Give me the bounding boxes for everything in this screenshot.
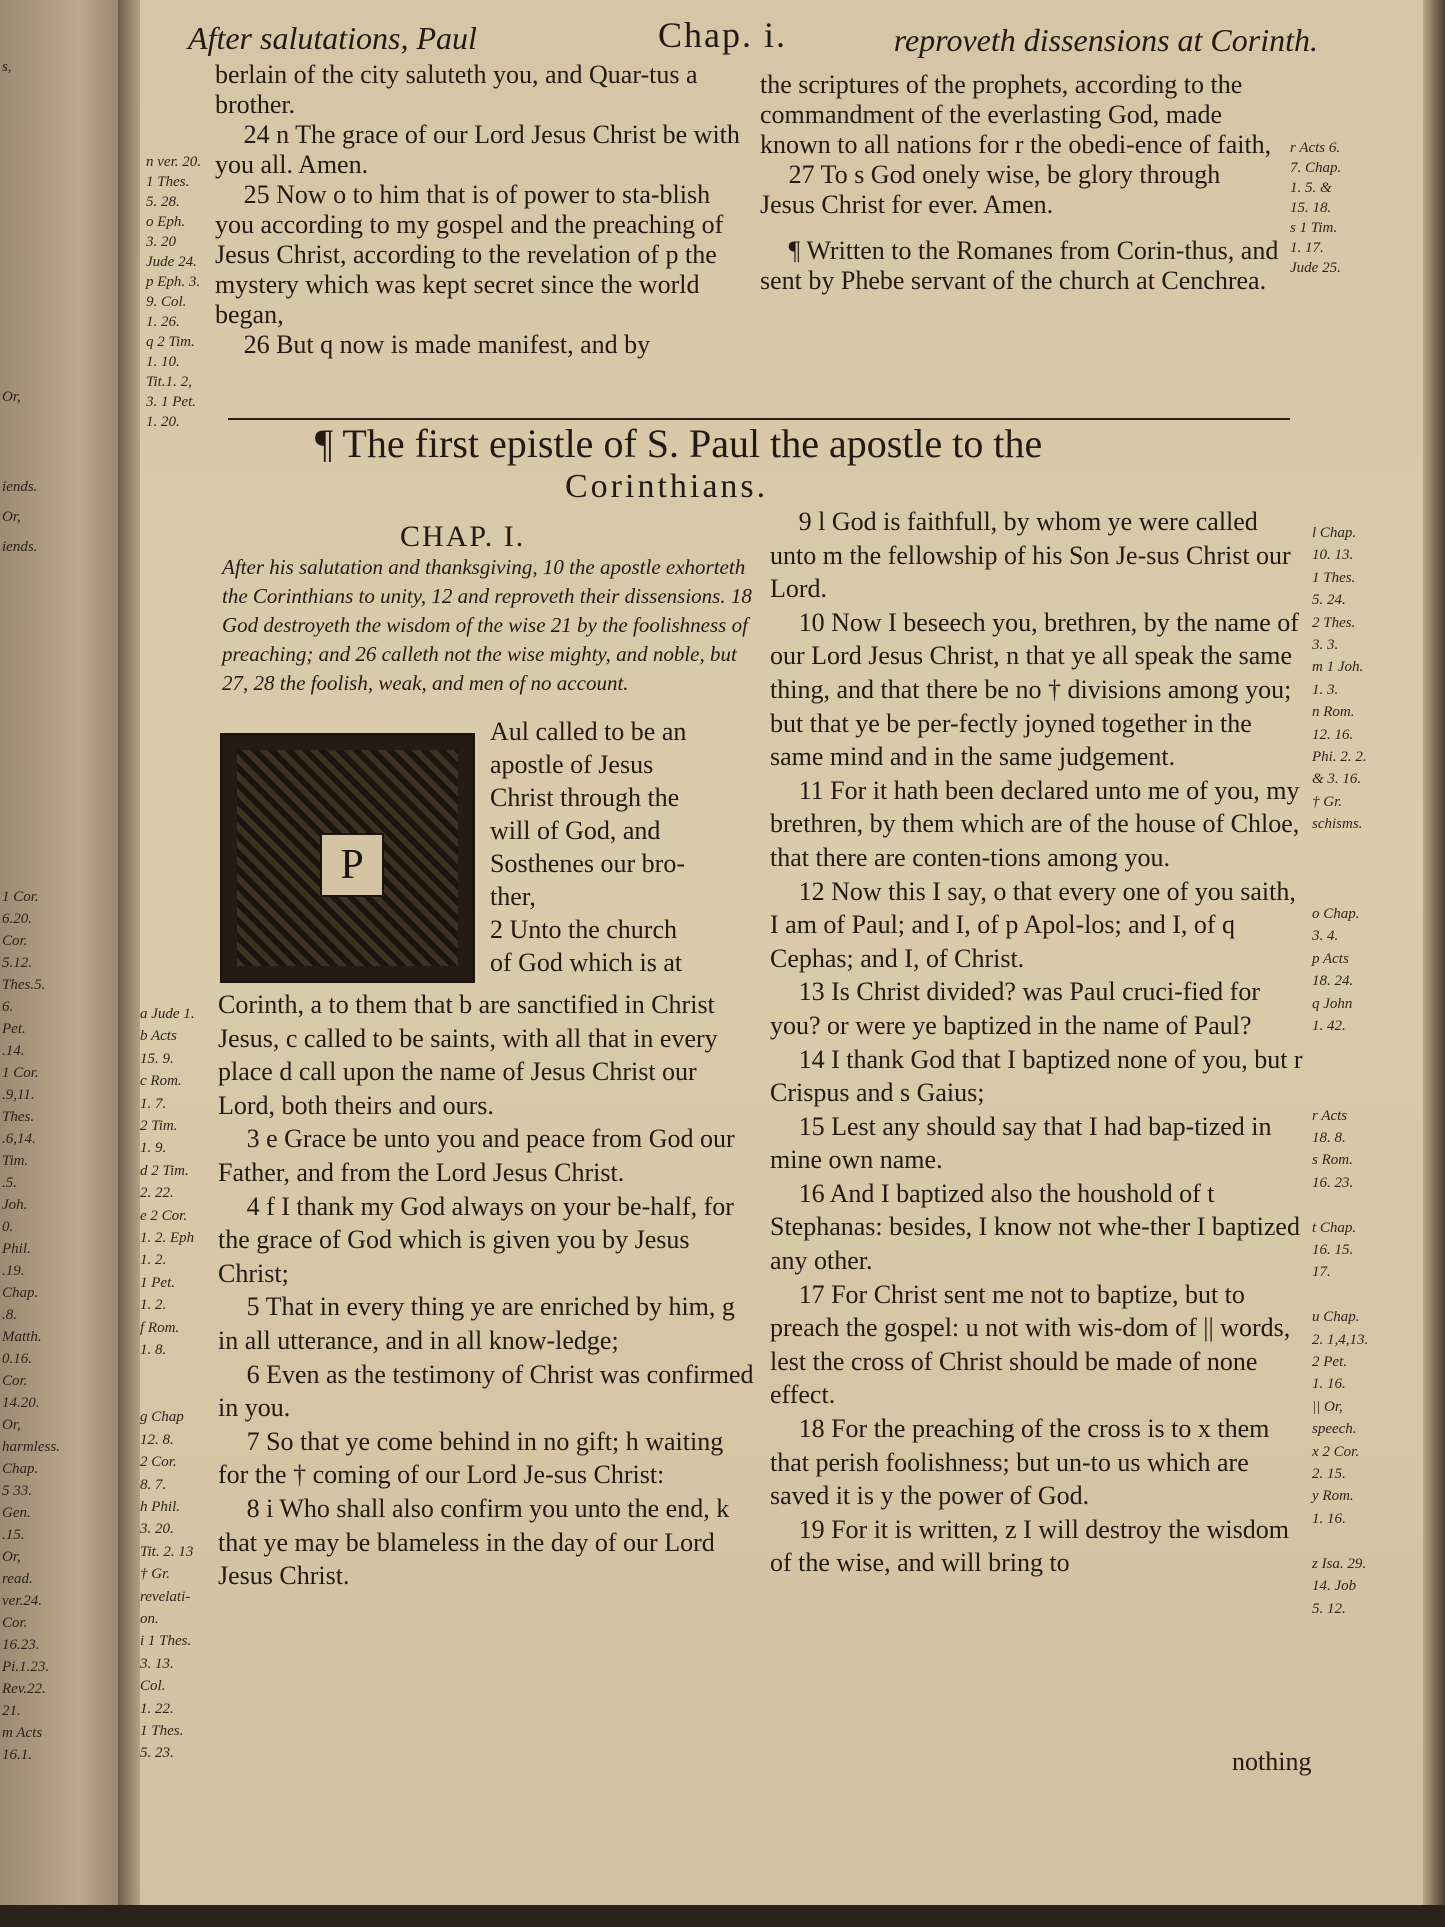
margin-reference: i 1 Thes.: [140, 1633, 192, 1650]
margin-reference: 10. 13.: [1312, 547, 1354, 564]
previous-page-margin-note: 16.1.: [2, 1747, 32, 1763]
margin-reference: y Rom.: [1312, 1488, 1354, 1505]
right-column-text: [770, 505, 1310, 1580]
background-edge: [0, 1905, 1445, 1927]
previous-page-margin-note: .5.: [2, 1175, 17, 1191]
previous-page-margin-note: Or,: [2, 1417, 21, 1433]
romans-verse-24: 24 n The grace of our Lord Jesus Christ be with you all. Amen.: [215, 120, 740, 179]
margin-reference: Phi. 2. 2.: [1312, 749, 1367, 766]
previous-page-margin-note: Thes.: [2, 1109, 35, 1125]
margin-reference: 15. 18.: [1290, 200, 1332, 216]
previous-page-margin-note: .6,14.: [2, 1131, 36, 1147]
verse-line: apostle of Jesus: [490, 750, 654, 779]
previous-page-margin-note: .8.: [2, 1307, 17, 1323]
margin-reference: d 2 Tim.: [140, 1162, 189, 1179]
margin-reference: 1. 8.: [140, 1342, 167, 1359]
previous-page-edge: [0, 0, 132, 1927]
margin-reference: 1. 42.: [1312, 1017, 1346, 1034]
verse-paragraph: 16 And I baptized also the houshold of t Stephanas: besides, I know not whe-ther I baptized any other.: [770, 1178, 1300, 1276]
margin-reference: s Rom.: [1312, 1152, 1353, 1169]
previous-page-margin-note: Cor.: [2, 1373, 28, 1389]
romans-verse-25: 25 Now o to him that is of power to sta-blish you according to my gospel and the preaching of Jesus Christ, according to the revelation of p the mystery which was kept secret since the world began,: [215, 180, 724, 329]
verse-paragraph: 18 For the preaching of the cross is to x them that perish foolishness; but un-to us which are saved it is y the power of God.: [770, 1414, 1270, 1511]
verse-paragraph: 11 For it hath been declared unto me of you, my brethren, by them which are of the house of Chloe, that there are conten-tions among you.: [770, 775, 1300, 872]
margin-reference: e 2 Cor.: [140, 1207, 188, 1224]
previous-page-margin-note: 6.20.: [2, 911, 32, 927]
margin-reference: g Chap: [140, 1409, 184, 1426]
verse-paragraph: 4 f I thank my God always on your be-half, for the grace of God which is given you by Jesus Christ;: [218, 1191, 734, 1288]
verse-paragraph: 15 Lest any should say that I had bap-tized in mine own name.: [770, 1111, 1272, 1175]
margin-reference: 5. 12.: [1312, 1600, 1346, 1617]
margin-reference: [1312, 1060, 1394, 1082]
previous-page-margin-note: Joh.: [2, 1197, 28, 1213]
previous-page-margin-note: Pi.1.23.: [2, 1659, 50, 1675]
margin-reference: 1. 2. Eph: [140, 1230, 195, 1247]
margin-reference: 1. 3.: [1312, 681, 1339, 698]
previous-page-margin-note: Chap.: [2, 1461, 39, 1477]
margin-reference: 18. 8.: [1312, 1129, 1346, 1146]
previous-page-margin-note: .19.: [2, 1263, 25, 1279]
margin-reference: 3. 4.: [1312, 928, 1339, 945]
margin-reference: s 1 Tim.: [1290, 220, 1338, 236]
running-head: [188, 14, 1318, 58]
margin-reference: 1. 2.: [140, 1252, 167, 1269]
margin-reference: l Chap.: [1312, 525, 1357, 541]
margin-reference: 18. 24.: [1312, 973, 1354, 990]
margin-reference: 14. Job: [1312, 1578, 1357, 1595]
margin-reference: speech.: [1312, 1421, 1357, 1438]
margin-reference: 1 Thes.: [140, 1723, 184, 1739]
margin-reference: 2 Thes.: [1312, 614, 1356, 631]
margin-reference: m 1 Joh.: [1312, 659, 1364, 676]
margin-reference: p Eph. 3.: [146, 274, 201, 290]
margin-reference: on.: [140, 1610, 159, 1627]
previous-page-margin-note: 14.20.: [2, 1395, 40, 1411]
previous-page-margin-note: 0.: [2, 1219, 14, 1235]
verse-line: will of God, and: [490, 816, 661, 845]
verse-1-beside-initial: [490, 715, 750, 979]
margin-reference: 1. 20.: [146, 414, 180, 430]
margin-reference: x 2 Cor.: [1312, 1443, 1360, 1460]
margin-reference: [140, 1384, 212, 1406]
previous-page-margin-note: 6.: [2, 999, 14, 1015]
previous-page-margin-note: Phil.: [2, 1241, 31, 1257]
margin-reference: [140, 1362, 212, 1384]
verse-paragraph: 8 i Who shall also confirm you unto the end, k that ye may be blameless in the day of our Lord Jesus Christ.: [218, 1493, 730, 1591]
verse-line: 2 Unto the church: [490, 915, 678, 944]
margin-reference: 12. 16.: [1312, 726, 1354, 743]
margin-reference: 12. 8.: [140, 1431, 174, 1448]
right-margin-notes: [1312, 522, 1394, 1620]
margin-reference: 8. 7.: [140, 1476, 167, 1493]
margin-reference: 1. 5. &: [1290, 180, 1332, 196]
catchword: nothing: [1232, 1747, 1312, 1776]
previous-page-margin-note: 16.23.: [2, 1637, 40, 1653]
romans-verse-26: 26 But q now is made manifest, and by: [243, 330, 651, 359]
margin-reference: u Chap.: [1312, 1309, 1360, 1326]
verse-paragraph: 9 l God is faithfull, by whom ye were called unto m the fellowship of his Son Je-sus Christ our Lord.: [770, 507, 1291, 604]
margin-reference: 5. 23.: [140, 1745, 174, 1762]
margin-reference: 1. 17.: [1290, 240, 1324, 256]
previous-page-margin-note: harmless.: [2, 1439, 60, 1455]
verse-paragraph: 19 For it is written, z I will destroy the wisdom of the wise, and will bring to: [770, 1514, 1289, 1578]
previous-page-margin-note: s,: [2, 59, 12, 75]
margin-reference: 1 Thes.: [146, 174, 190, 190]
margin-reference: 3. 20: [146, 234, 176, 250]
margin-reference: t Chap.: [1312, 1219, 1357, 1236]
margin-reference: q 2 Tim.: [146, 334, 195, 350]
verse-line: Christ through the: [490, 783, 680, 812]
previous-page-margin-note: Chap.: [2, 1285, 39, 1301]
margin-reference: 16. 23.: [1312, 1174, 1354, 1191]
margin-reference: 1. 9.: [140, 1140, 167, 1157]
verse-paragraph: 14 I thank God that I baptized none of you, but r Crispus and s Gaius;: [770, 1044, 1303, 1108]
verse-paragraph: 13 Is Christ divided? was Paul cruci-fied for you? or were ye baptized in the name of Paul?: [770, 977, 1260, 1040]
margin-reference: 3. 20.: [140, 1521, 174, 1538]
running-head-left: After salutations, Paul: [188, 20, 477, 56]
previous-page-margin-note: m Acts: [2, 1725, 43, 1741]
margin-reference: r Acts: [1312, 1107, 1348, 1124]
margin-reference: 9. Col.: [146, 294, 187, 310]
margin-reference: r Acts 6.: [1290, 140, 1341, 156]
page-right-edge: [1423, 0, 1445, 1927]
margin-reference: 5. 24.: [1312, 592, 1346, 609]
previous-page-margin-note: 1 Cor.: [2, 889, 39, 905]
romans-right-margin-notes: [1290, 138, 1370, 278]
previous-page-margin-note: Rev.22.: [2, 1681, 46, 1697]
verse-line: ther,: [490, 882, 536, 911]
previous-page-margin-note: ver.24.: [2, 1593, 42, 1609]
verse-paragraph: 12 Now this I say, o that every one of you saith, I am of Paul; and I, of p Apol-los; and I, of q Cephas; and I, of Christ.: [770, 876, 1296, 973]
previous-page-margin-note: 1 Cor.: [2, 1065, 39, 1081]
margin-reference: 3. 3.: [1312, 637, 1339, 654]
left-column-text: [218, 988, 758, 1593]
previous-page-margin-note: 0.16.: [2, 1351, 32, 1367]
previous-page-margin-note: .9,11.: [2, 1087, 35, 1103]
margin-reference: b Acts: [140, 1028, 177, 1045]
margin-reference: a Jude 1.: [140, 1006, 195, 1022]
margin-reference: || Or,: [1312, 1398, 1343, 1415]
margin-reference: Tit. 2. 13: [140, 1543, 194, 1560]
margin-reference: Tit.1. 2,: [146, 374, 192, 390]
chapter-summary: After his salutation and thanksgiving, 10 the apostle exhorteth the Corinthians to unity, 12 and reproveth their dissensions. 18 God destroyeth the wisdom of the wise 21 by the foolishness of preaching; and 26 calleth not the wise mighty, and noble, but 27, 28 the foolish, weak, and men of no account.: [222, 555, 752, 695]
margin-reference: q John: [1312, 995, 1353, 1012]
margin-reference: c Rom.: [140, 1073, 182, 1090]
chapter-heading: CHAP. I.: [400, 520, 526, 553]
margin-reference: [1312, 881, 1394, 903]
margin-reference: 1. 2.: [140, 1297, 167, 1314]
margin-reference: n Rom.: [1312, 704, 1355, 721]
margin-reference: 1 Thes.: [1312, 569, 1356, 586]
margin-reference: 2 Cor.: [140, 1454, 177, 1471]
romans-verse-26-cont: the scriptures of the prophets, according to the commandment of the everlasting God, made known to all nations for r the obedi-ence of faith,: [760, 70, 1272, 159]
romans-verse-27: 27 To s God onely wise, be glory through Jesus Christ for ever. Amen.: [760, 160, 1221, 219]
ornamental-initial: [220, 733, 475, 983]
left-margin-notes: [140, 1003, 212, 1765]
margin-reference: 3. 13.: [140, 1655, 174, 1672]
previous-page-margin-note: Cor.: [2, 933, 28, 949]
previous-page-margin-note: Gen.: [2, 1505, 31, 1521]
verse-line: Sosthenes our bro-: [490, 849, 685, 878]
previous-page-margin-note: Pet.: [2, 1021, 26, 1037]
margin-reference: 16. 15.: [1312, 1242, 1354, 1258]
romans-right-column: [760, 70, 1280, 296]
margin-reference: 7. Chap.: [1290, 160, 1342, 176]
margin-reference: [1312, 1082, 1394, 1104]
previous-page-margin-note: .14.: [2, 1043, 25, 1059]
margin-reference: 2 Tim.: [140, 1118, 178, 1135]
previous-page-margin-note: iends.: [2, 479, 38, 495]
margin-reference: 17.: [1312, 1264, 1331, 1281]
previous-page-margin-note: Thes.5.: [2, 977, 46, 993]
epistle-title-corinthians: Corinthians.: [565, 468, 769, 505]
margin-reference: 1. 16.: [1312, 1376, 1346, 1393]
romans-left-margin-notes: [146, 152, 206, 432]
margin-reference: 3. 1 Pet.: [146, 394, 196, 410]
margin-reference: h Phil.: [140, 1498, 180, 1515]
margin-reference: † Gr.: [140, 1566, 171, 1583]
margin-reference: Col.: [140, 1678, 166, 1695]
margin-reference: 1. 22.: [140, 1700, 174, 1717]
margin-reference: [1312, 1037, 1394, 1059]
margin-reference: [1312, 1194, 1394, 1216]
margin-reference: 2. 1,4,13.: [1312, 1331, 1369, 1348]
margin-reference: n ver. 20.: [146, 154, 201, 170]
previous-page-margin-note: Matth.: [2, 1329, 42, 1345]
margin-reference: 1. 16.: [1312, 1510, 1346, 1527]
margin-reference: 2. 15.: [1312, 1466, 1346, 1483]
verse-paragraph: 6 Even as the testimony of Christ was confirmed in you.: [218, 1359, 754, 1423]
previous-page-margin-note: Or,: [2, 1549, 21, 1565]
previous-page-margin-note: 5.12.: [2, 955, 32, 971]
margin-reference: † Gr.: [1312, 793, 1343, 810]
margin-reference: p Acts: [1312, 950, 1349, 967]
previous-page-margin-note: iends.: [2, 539, 38, 555]
margin-reference: & 3. 16.: [1312, 771, 1362, 788]
initial-letter: P: [340, 842, 364, 888]
verse-paragraph: Corinth, a to them that b are sanctified in Christ Jesus, c called to be saints, with all that in every place d call upon the name of Jesus Christ our Lord, both theirs and ours.: [218, 990, 718, 1120]
margin-reference: revelati-: [140, 1588, 191, 1605]
margin-reference: 2 Pet.: [1312, 1354, 1347, 1371]
romans-subscription: ¶ Written to the Romanes from Corin-thus, and sent by Phebe servant of the church at Cenchrea.: [760, 236, 1279, 295]
margin-reference: o Chap.: [1312, 905, 1360, 922]
margin-reference: [1312, 836, 1394, 858]
margin-reference: [1312, 1530, 1394, 1552]
margin-reference: 2. 22.: [140, 1185, 174, 1202]
previous-page-margin-note: .15.: [2, 1527, 25, 1543]
previous-page-margin-note: 5 33.: [2, 1483, 32, 1499]
margin-reference: Jude 25.: [1290, 260, 1341, 276]
verse-paragraph: 17 For Christ sent me not to baptize, but to preach the gospel: u not with wis-dom of || words, lest the cross of Christ should be made of none effect.: [770, 1279, 1291, 1410]
margin-reference: z Isa. 29.: [1312, 1555, 1367, 1572]
verse-paragraph: 10 Now I beseech you, brethren, by the name of our Lord Jesus Christ, n that ye all speak the same thing, and that there be no † divisions among you; but that ye be per-fectly joyned together in the same mind and in the same judgement.: [770, 607, 1299, 772]
margin-reference: 1 Pet.: [140, 1274, 175, 1291]
previous-page-margin-note: Or,: [2, 509, 21, 525]
margin-reference: [1312, 1284, 1394, 1306]
margin-reference: [1312, 858, 1394, 880]
margin-reference: 1. 26.: [146, 314, 180, 330]
margin-reference: schisms.: [1312, 816, 1363, 833]
epistle-title: ¶ The first epistle of S. Paul the apostle to the: [315, 421, 1043, 466]
running-head-right: reproveth dissensions at Corinth.: [893, 22, 1318, 58]
verse-paragraph: 5 That in every thing ye are enriched by him, g in all utterance, and in all know-ledge;: [218, 1292, 735, 1355]
margin-reference: o Eph.: [146, 214, 186, 230]
romans-verse-23-end: berlain of the city saluteth you, and Quar-tus a brother.: [215, 60, 698, 119]
margin-reference: Jude 24.: [146, 254, 197, 270]
previous-page-margin-note: Or,: [2, 389, 21, 405]
margin-reference: 1. 10.: [146, 354, 180, 370]
margin-reference: 15. 9.: [140, 1050, 174, 1067]
verse-paragraph: 7 So that ye come behind in no gift; h waiting for the † coming of our Lord Je-sus Christ:: [218, 1426, 724, 1490]
verse-line: of God which is at: [490, 948, 683, 977]
romans-left-column: [215, 60, 750, 360]
previous-page-margin-note: 21.: [2, 1703, 21, 1719]
running-head-chapter: Chap. i.: [658, 15, 787, 55]
previous-page-margin-note: read.: [2, 1571, 33, 1587]
margin-reference: 5. 28.: [146, 194, 180, 210]
margin-reference: f Rom.: [140, 1319, 180, 1336]
margin-reference: 1. 7.: [140, 1095, 167, 1112]
verse-line: Aul called to be an: [490, 717, 687, 746]
verse-paragraph: 3 e Grace be unto you and peace from God our Father, and from the Lord Jesus Christ.: [218, 1124, 735, 1187]
initial-letter-box: [320, 833, 384, 897]
previous-page-margin-note: Tim.: [2, 1153, 29, 1169]
previous-page-margin-note: Cor.: [2, 1615, 28, 1631]
